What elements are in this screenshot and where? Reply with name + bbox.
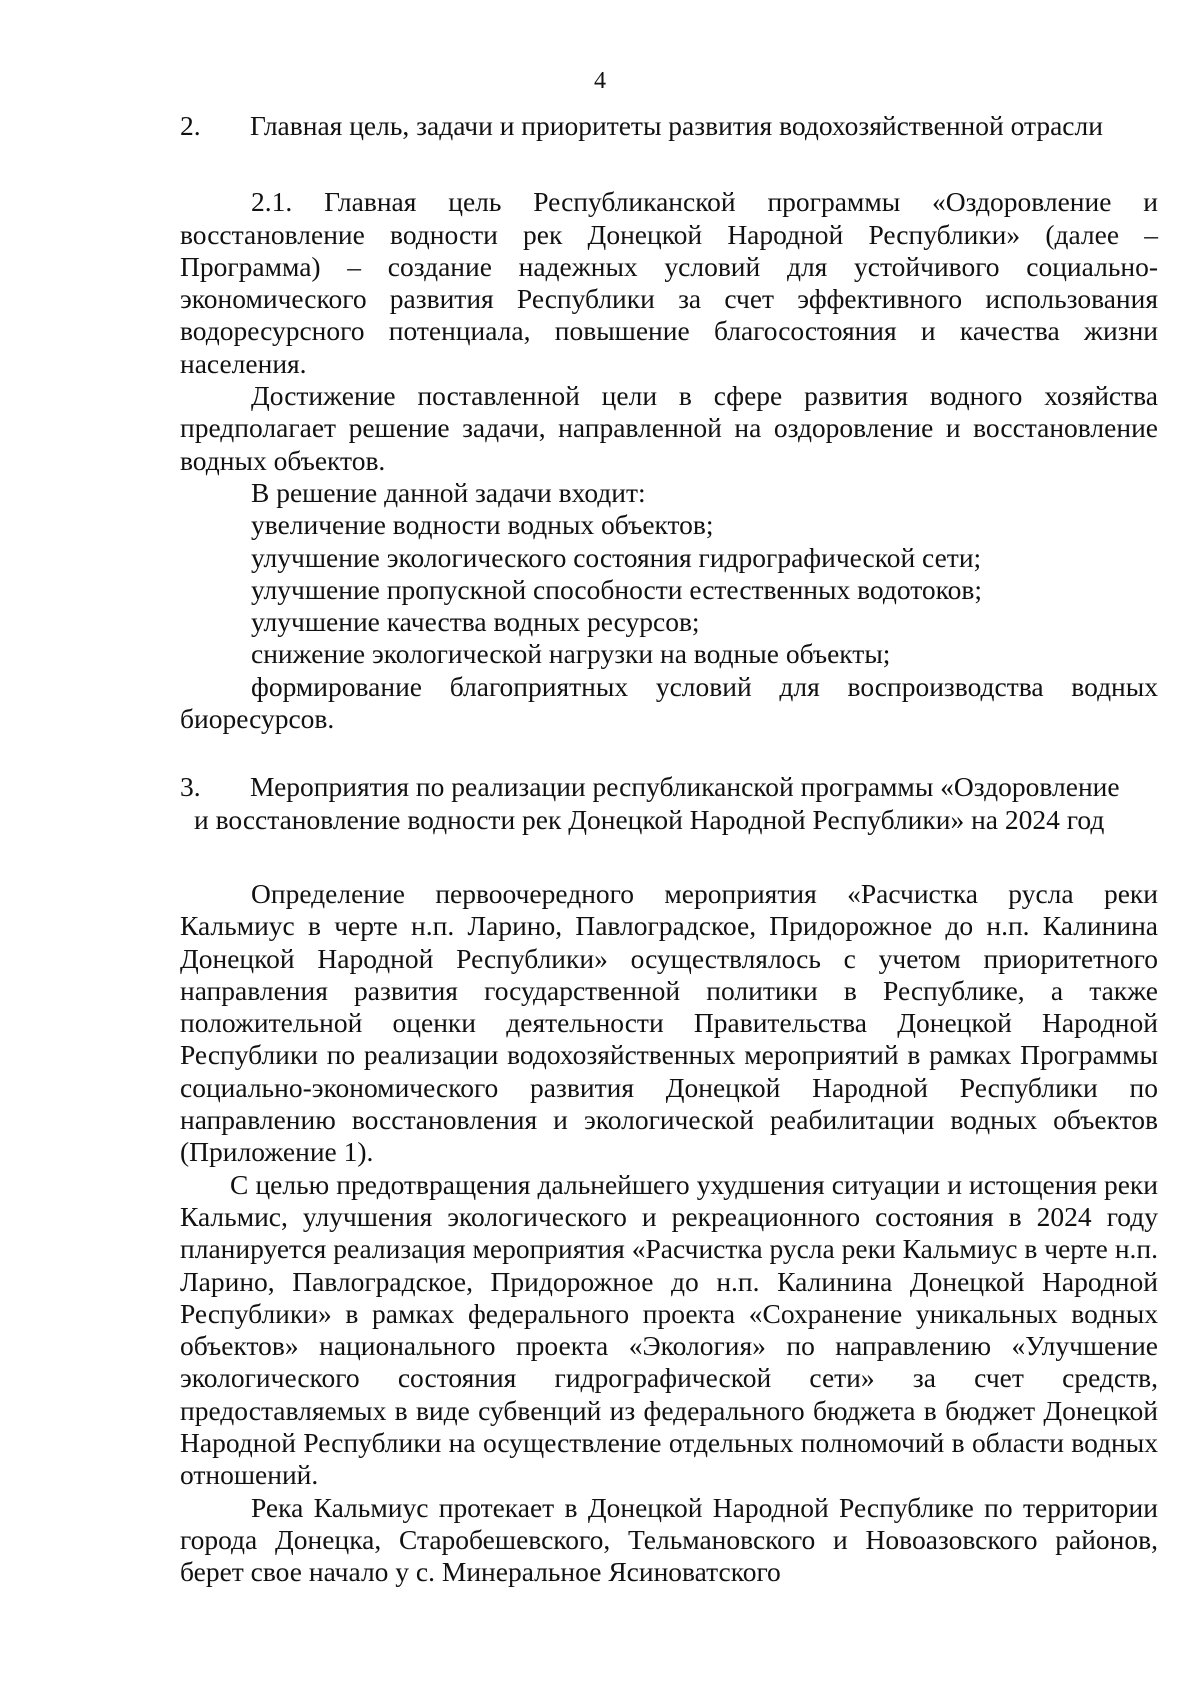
section-3-title-line-2: и восстановление водности рек Донецкой Народной Республики» на 2024 год <box>194 803 1105 835</box>
list-item: улучшение качества водных ресурсов; <box>251 606 700 638</box>
paragraph-priority-measure: Определение первоочередного мероприятия «Расчистка русла реки Кальмиус в черте н.п. Ларино, Павлоградское, Придорожное до н.п. Калинина Донецкой Народной Республики» осуществлялось с учетом приоритетного направления развития государственной политики в Республике, а также положительной оценки деятельности Правительства Донецкой Народной Республики по реализации водохозяйственных мероприятий в рамках Программы социально-экономического развития Донецкой Народной Республики по направлению восстановления и экологической реабилитации водных объектов (Приложение 1). <box>180 877 1158 1168</box>
list-item: увеличение водности водных объектов; <box>251 509 714 541</box>
paragraph-task-intro: В решение данной задачи входит: <box>251 476 646 508</box>
section-3-number: 3. <box>180 771 201 803</box>
section-2-number: 2. <box>180 110 201 141</box>
list-item: улучшение экологического состояния гидрографической сети; <box>251 541 982 573</box>
section-2-title: Главная цель, задачи и приоритеты развития водохозяйственной отрасли <box>250 110 1103 141</box>
paragraph-goal-achievement: Достижение поставленной цели в сфере развития водного хозяйства предполагает решение задачи, направленной на оздоровление и восстановление водных объектов. <box>180 380 1158 476</box>
document-body <box>180 110 1158 1588</box>
paragraph-main-goal: 2.1. Главная цель Республиканской программы «Оздоровление и восстановление водности рек Донецкой Народной Республики» (далее – Программа) – создание надежных условий для устойчивого социально-экономического развития Республики за счет эффективного использования водоресурсного потенциала, повышение благосостояния и качества жизни населения. <box>180 186 1158 379</box>
paragraph-2024-plan: С целью предотвращения дальнейшего ухудшения ситуации и истощения реки Кальмис, улучшения экологического и рекреационного состояния в 2024 году планируется реализация мероприятия «Расчистка русла реки Кальмиус в черте н.п. Ларино, Павлоградское, Придорожное до н.п. Калинина Донецкой Народной Республики» в рамках федерального проекта «Сохранение уникальных водных объектов» национального проекта «Экология» по направлению «Улучшение экологического состояния гидрографической сети» за счет средств, предоставляемых в виде субвенций из федерального бюджета в бюджет Донецкой Народной Республики на осуществление отдельных полномочий в области водных отношений. <box>180 1168 1158 1491</box>
page-number: 4 <box>594 68 606 94</box>
list-item: снижение экологической нагрузки на водные объекты; <box>251 638 891 670</box>
section-3-heading <box>180 771 1158 836</box>
section-2-heading <box>180 110 1158 142</box>
list-item: формирование благоприятных условий для воспроизводства водных биоресурсов. <box>180 670 1158 735</box>
section-3-title-line-1: Мероприятия по реализации республиканской программы «Оздоровление <box>250 771 1120 803</box>
paragraph-kalmius-river: Река Кальмиус протекает в Донецкой Народной Республике по территории города Донецка, Старобешевского, Тельмановского и Новоазовского районов, берет свое начало у с. Минеральное Ясиноватского <box>180 1491 1158 1588</box>
list-item: улучшение пропускной способности естественных водотоков; <box>251 573 982 605</box>
